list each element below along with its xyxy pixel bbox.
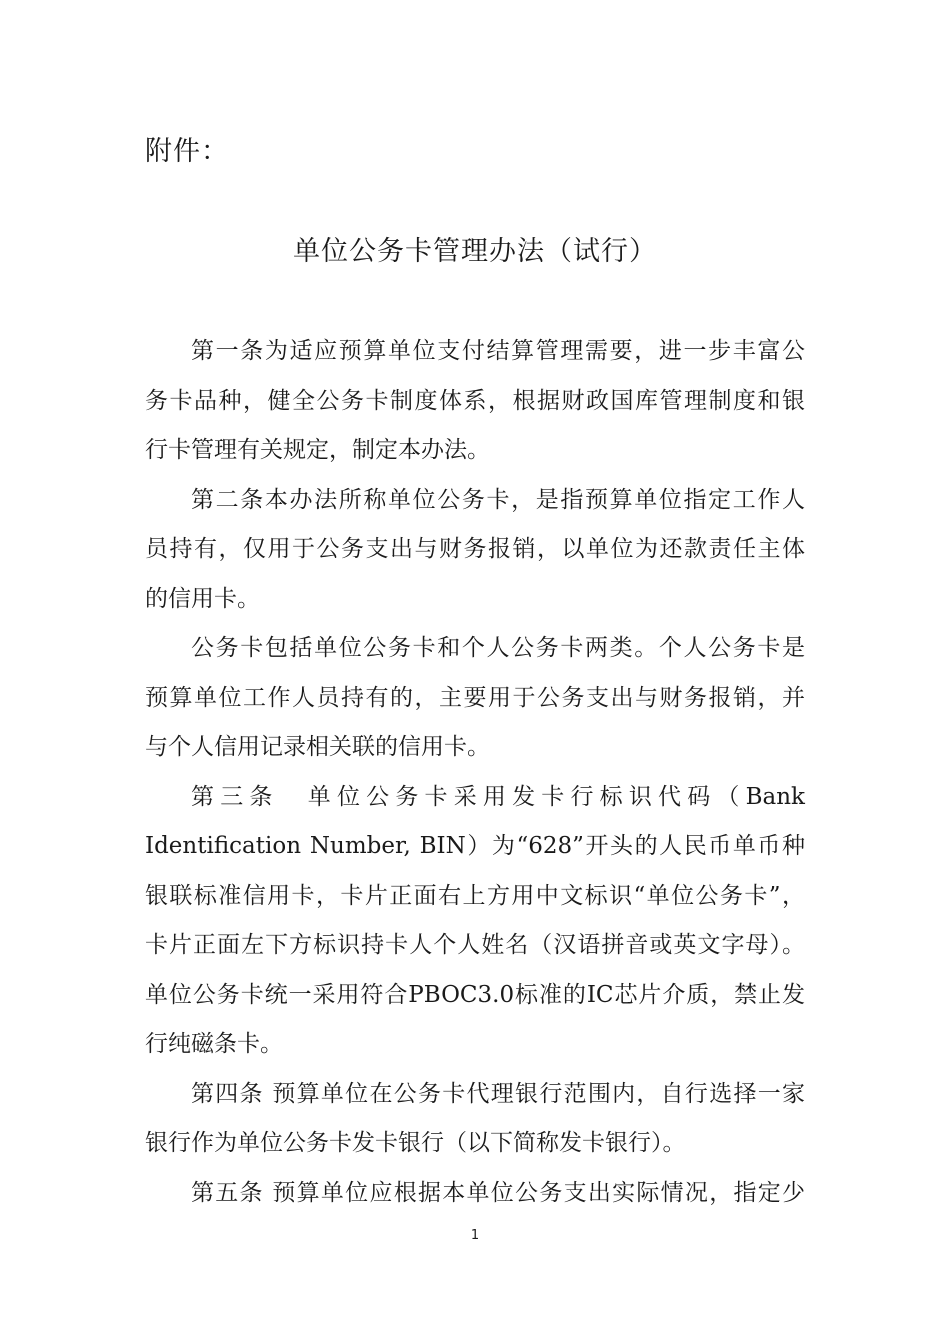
- article-2-line-1: 第二条本办法所称单位公务卡，是指预算单位指定工作人: [191, 486, 805, 513]
- article-3-line-5: 单位公务卡统一采用符合PBOC3.0标准的IC芯片介质，禁止发: [145, 981, 805, 1008]
- attachment-label: 附件：: [145, 136, 229, 167]
- article-1-line-3: 行卡管理有关规定，制定本办法。: [145, 437, 490, 463]
- article-3-line-6: 行纯磁条卡。: [145, 1031, 283, 1057]
- article-3-line-3: 银联标准信用卡，卡片正面右上方用中文标识“单位公务卡”，: [145, 882, 805, 909]
- article-4-line-1: 第四条 预算单位在公务卡代理银行范围内，自行选择一家: [191, 1080, 805, 1107]
- paragraph-card-types-line-3: 与个人信用记录相关联的信用卡。: [145, 734, 490, 760]
- article-5-line-1: 第五条 预算单位应根据本单位公务支出实际情况，指定少: [191, 1179, 805, 1206]
- article-3-line-4: 卡片正面左下方标识持卡人个人姓名（汉语拼音或英文字母）。: [145, 932, 805, 958]
- article-2-line-3: 的信用卡。: [145, 585, 260, 612]
- article-1-line-2: 务卡品种，健全公务卡制度体系，根据财政国库管理制度和银: [145, 387, 805, 414]
- document-title: 单位公务卡管理办法（试行）: [293, 236, 657, 267]
- page-number: 1: [470, 1228, 480, 1243]
- article-3-line-2: Identification Number, BIN）为“628”开头的人民币单币种: [145, 833, 805, 859]
- paragraph-card-types-line-1: 公务卡包括单位公务卡和个人公务卡两类。个人公务卡是: [191, 635, 805, 661]
- document-body: [145, 327, 805, 1218]
- paragraph-card-types-line-2: 预算单位工作人员持有的，主要用于公务支出与财务报销，并: [145, 684, 805, 711]
- article-3-line-1: 第三条 单位公务卡采用发卡行标识代码（Bank: [191, 783, 805, 810]
- article-1-line-1: 第一条为适应预算单位支付结算管理需要，进一步丰富公: [191, 338, 805, 364]
- article-2-line-2: 员持有，仅用于公务支出与财务报销，以单位为还款责任主体: [145, 536, 805, 562]
- article-4-line-2: 银行作为单位公务卡发卡银行（以下简称发卡银行）。: [145, 1130, 686, 1156]
